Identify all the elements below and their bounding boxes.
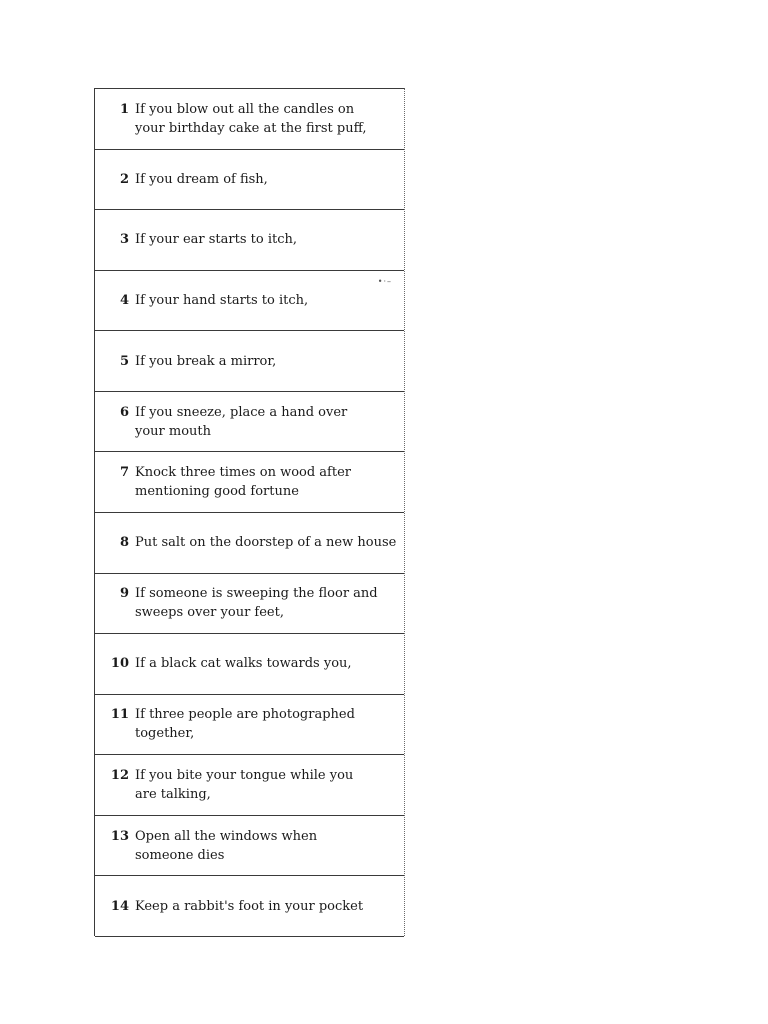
- card-text: If someone is sweeping the floor and sweeps over your feet,: [135, 586, 378, 621]
- card-number: 12: [110, 767, 129, 783]
- card-text: If your ear starts to itch,: [135, 232, 297, 248]
- card-text: Put salt on the doorstep of a new house: [135, 535, 397, 551]
- card-row-11: [95, 695, 404, 756]
- superstition-cards-table: [94, 88, 405, 936]
- card-text: If you dream of fish,: [135, 171, 268, 187]
- card-number: 7: [119, 465, 129, 481]
- card-text: If you blow out all the candles on your birthday cake at the first puff,: [135, 101, 367, 136]
- card-text: If your hand starts to itch,: [135, 292, 309, 308]
- card-row-10: [95, 634, 404, 695]
- card-number: 2: [119, 171, 129, 187]
- card-number: 9: [119, 586, 129, 602]
- card-number: 4: [119, 292, 129, 308]
- card-row-1: [95, 89, 404, 150]
- card-row-4: [95, 271, 404, 332]
- card-number: 10: [110, 656, 129, 672]
- card-text: If you break a mirror,: [135, 353, 277, 369]
- card-number: 5: [119, 353, 129, 369]
- card-number: 13: [110, 828, 129, 844]
- card-row-5: [95, 331, 404, 392]
- card-number: 6: [119, 404, 129, 420]
- card-text: Knock three times on wood after mentioning good fortune: [135, 465, 351, 500]
- card-text: If a black cat walks towards you,: [135, 656, 352, 672]
- card-number: 8: [119, 535, 129, 551]
- card-text: If three people are photographed together,: [135, 707, 355, 742]
- card-row-6: [95, 392, 404, 453]
- print-speck-mark: •·–: [377, 276, 392, 286]
- card-text: If you sneeze, place a hand over your mouth: [135, 404, 348, 439]
- card-row-2: [95, 150, 404, 211]
- card-text: Keep a rabbit's foot in your pocket: [135, 898, 364, 914]
- card-row-7: [95, 452, 404, 513]
- card-number: 14: [110, 898, 129, 914]
- card-row-12: [95, 755, 404, 816]
- card-row-3: [95, 210, 404, 271]
- card-row-14: [95, 876, 404, 937]
- card-text: Open all the windows when someone dies: [135, 828, 318, 863]
- card-number: 3: [119, 232, 129, 248]
- card-number: 11: [110, 707, 129, 723]
- card-text: If you bite your tongue while you are talking,: [135, 767, 354, 802]
- card-row-9: [95, 574, 404, 635]
- card-row-8: [95, 513, 404, 574]
- card-row-13: [95, 816, 404, 877]
- card-number: 1: [119, 101, 129, 117]
